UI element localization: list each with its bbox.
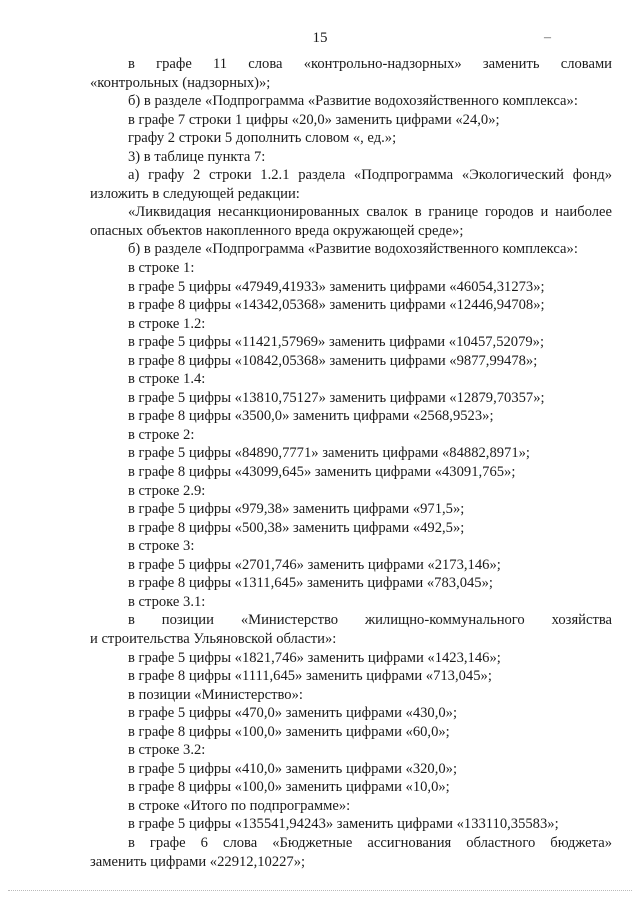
- text-line: в графе 8 цифры «100,0» заменить цифрами «60,0»;: [128, 723, 450, 740]
- text-line: и строительства Ульяновской области»:: [90, 630, 337, 647]
- text-line: в строке 2.9:: [128, 482, 206, 499]
- text-line: в графе 8 цифры «500,38» заменить цифрами «492,5»;: [128, 519, 465, 536]
- text-line: в графе 5 цифры «135541,94243» заменить цифрами «133110,35583»;: [128, 816, 559, 833]
- text-line: в графе 8 цифры «1311,645» заменить цифрами «783,045»;: [128, 575, 493, 592]
- text-line: опасных объектов накопленного вреда окружающей среде»;: [90, 222, 464, 239]
- text-line: «Ликвидация несанкционированных свалок в границе городов и наиболее: [128, 204, 612, 221]
- text-line: в позиции «Министерство»:: [128, 686, 303, 703]
- text-line: в графе 8 цифры «14342,05368» заменить цифрами «12446,94708»;: [128, 297, 545, 314]
- scan-dash-mark: –: [544, 30, 551, 45]
- text-line: в графе 8 цифры «1111,645» заменить цифрами «713,045»;: [128, 668, 492, 685]
- text-line: в строке 1:: [128, 260, 195, 277]
- text-line: заменить цифрами «22912,10227»;: [90, 853, 306, 870]
- text-line: в графе 5 цифры «11421,57969» заменить цифрами «10457,52079»;: [128, 334, 545, 351]
- text-line: в строке 3.1:: [128, 593, 206, 610]
- text-line: в графе 5 цифры «1821,746» заменить цифрами «1423,146»;: [128, 649, 501, 666]
- text-line: в графе 5 цифры «2701,746» заменить цифрами «2173,146»;: [128, 556, 501, 573]
- text-line: в графе 5 цифры «13810,75127» заменить цифрами «12879,70357»;: [128, 389, 545, 406]
- text-line: 3) в таблице пункта 7:: [128, 148, 266, 165]
- scan-edge-line: [8, 890, 632, 891]
- text-line: а) графу 2 строки 1.2.1 раздела «Подпрограмма «Экологический фонд»: [128, 167, 612, 184]
- text-line: в строке 1.4:: [128, 371, 206, 388]
- text-line: б) в разделе «Подпрограмма «Развитие водохозяйственного комплекса»:: [128, 241, 578, 258]
- text-line: в графе 8 цифры «100,0» заменить цифрами «10,0»;: [128, 779, 450, 796]
- text-line: в строке 2:: [128, 426, 195, 443]
- text-line: в графе 5 цифры «410,0» заменить цифрами «320,0»;: [128, 760, 458, 777]
- text-line: в графе 5 цифры «470,0» заменить цифрами «430,0»;: [128, 705, 458, 722]
- text-line: в графе 6 слова «Бюджетные ассигнования областного бюджета»: [128, 834, 612, 851]
- text-line: в графе 8 цифры «10842,05368» заменить цифрами «9877,99478»;: [128, 352, 538, 369]
- text-line: изложить в следующей редакции:: [90, 185, 300, 202]
- text-line: «контрольных (надзорных)»;: [90, 74, 271, 91]
- page-number: 15: [312, 30, 328, 46]
- text-line: в позиции «Министерство жилищно-коммунального хозяйства: [128, 612, 612, 629]
- text-line: в графе 7 строки 1 цифры «20,0» заменить цифрами «24,0»;: [128, 111, 500, 128]
- text-line: в строке «Итого по подпрограмме»:: [128, 797, 351, 814]
- text-line: графу 2 строки 5 дополнить словом «, ед.»;: [128, 130, 397, 147]
- text-line: в графе 5 цифры «47949,41933» заменить цифрами «46054,31273»;: [128, 278, 545, 295]
- text-line: в графе 8 цифры «3500,0» заменить цифрами «2568,9523»;: [128, 408, 494, 425]
- text-line: в графе 5 цифры «84890,7771» заменить цифрами «84882,8971»;: [128, 445, 530, 462]
- text-line: б) в разделе «Подпрограмма «Развитие водохозяйственного комплекса»:: [128, 93, 578, 110]
- text-line: в графе 8 цифры «43099,645» заменить цифрами «43091,765»;: [128, 464, 516, 481]
- text-line: в строке 3:: [128, 538, 195, 555]
- text-line: в строке 3.2:: [128, 742, 206, 759]
- text-line: в графе 11 слова «контрольно-надзорных» заменить словами: [128, 56, 612, 72]
- text-line: в графе 5 цифры «979,38» заменить цифрами «971,5»;: [128, 501, 465, 518]
- text-line: в строке 1.2:: [128, 315, 206, 332]
- document-body: [90, 55, 612, 871]
